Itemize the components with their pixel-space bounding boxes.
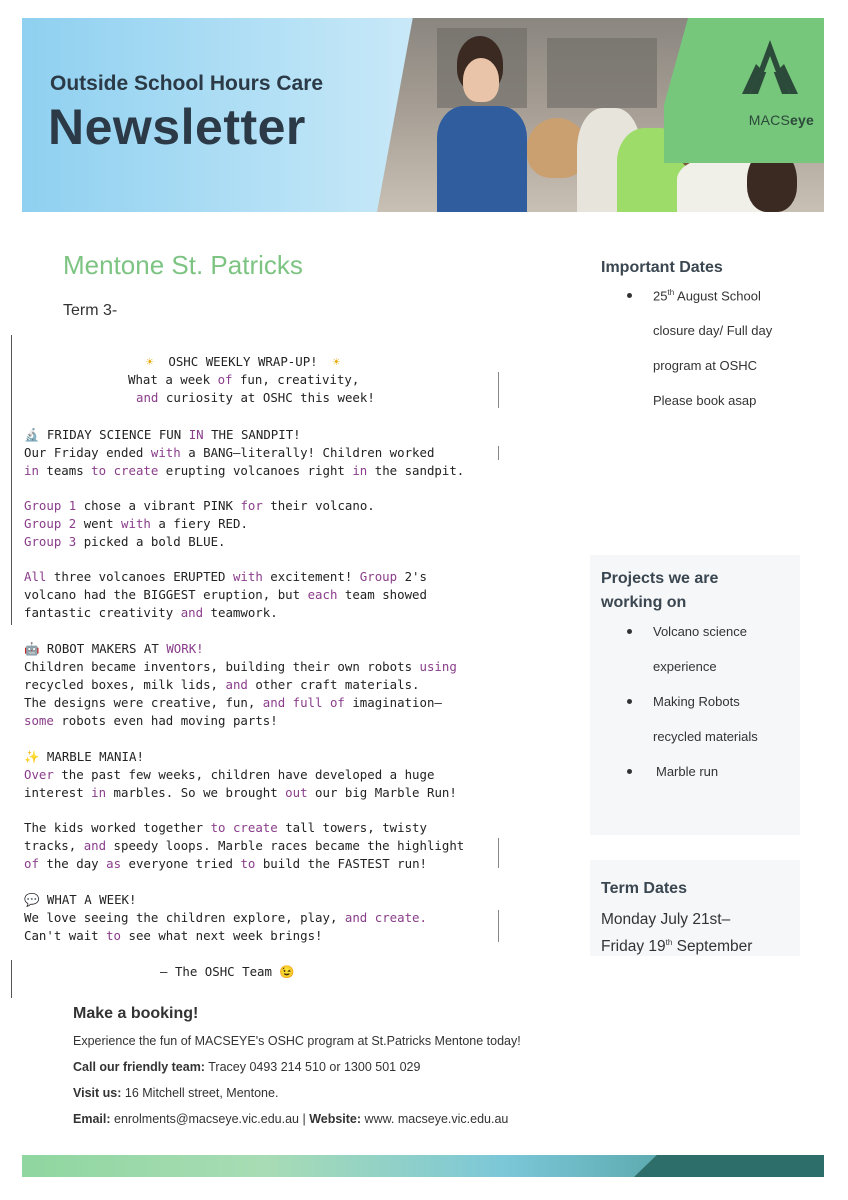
project-item: recycled materials — [653, 729, 758, 744]
booking-contact: Email: enrolments@macseye.vic.edu.au | Website: www. macseye.vic.edu.au — [73, 1112, 509, 1126]
booking-visit: Visit us: 16 Mitchell street, Mentone. — [73, 1086, 279, 1100]
wrap-up-title: ☀ OSHC WEEKLY WRAP-UP! ☀ — [146, 354, 341, 369]
microscope-icon: 🔬 — [24, 427, 40, 442]
project-item: Making Robots — [653, 694, 740, 709]
footer-band — [22, 1155, 824, 1177]
bullet — [627, 769, 632, 774]
eruption-text: All three volcanoes ERUPTED with excitement! Group 2's — [24, 569, 427, 584]
bullet — [627, 629, 632, 634]
marble-heading: ✨ MARBLE MANIA! — [24, 749, 144, 764]
marble-text: tracks, and speedy loops. Marble races became the highlight — [24, 838, 465, 853]
booking-call: Call our friendly team: Tracey 0493 214 510 or 1300 501 029 — [73, 1060, 421, 1074]
important-date-item: program at OSHC — [653, 358, 758, 373]
margin-line — [11, 335, 12, 625]
robots-text: Children became inventors, building their own robots using — [24, 659, 457, 674]
sun-icon: ☀ — [146, 354, 154, 369]
wink-emoji-icon: 😉 — [279, 964, 295, 979]
term-label: Term 3- — [63, 302, 118, 319]
science-text: Our Friday ended with a BANG—literally! Children worked — [24, 445, 435, 460]
header-title: Newsletter — [48, 99, 306, 155]
margin-line — [11, 960, 12, 998]
robots-heading: 🤖 ROBOT MAKERS AT WORK! — [24, 641, 204, 656]
week-heading: 💬 WHAT A WEEK! — [24, 892, 137, 907]
science-heading: 🔬 FRIDAY SCIENCE FUN IN THE SANDPIT! — [24, 427, 301, 442]
robots-text: some robots even had moving parts! — [24, 713, 278, 728]
margin-line — [498, 446, 499, 460]
newsletter-banner — [22, 18, 824, 212]
important-dates-heading: Important Dates — [601, 259, 723, 276]
booking-intro: Experience the fun of MACSEYE's OSHC program at St.Patricks Mentone today! — [73, 1034, 521, 1048]
group-line: Group 2 went with a fiery RED. — [24, 516, 248, 531]
projects-heading: Projects we are working on — [601, 570, 719, 611]
project-item: experience — [653, 659, 717, 674]
sparkle-icon: ✨ — [24, 749, 40, 764]
marble-text: The kids worked together to create tall towers, twisty — [24, 820, 427, 835]
school-name: Mentone St. Patricks — [63, 250, 303, 280]
week-text: We love seeing the children explore, play, and create. — [24, 910, 427, 925]
important-date-item: Please book asap — [653, 393, 757, 408]
marble-text: interest in marbles. So we brought out our big Marble Run! — [24, 785, 457, 800]
term-dates-heading: Term Dates — [601, 880, 687, 897]
signature: — The OSHC Team 😉 — [160, 964, 295, 979]
macseye-logo-icon — [738, 36, 802, 100]
term-dates-text: Monday July 21st– Friday 19th September — [601, 911, 753, 956]
eruption-text: volcano had the BIGGEST eruption, but each team showed — [24, 587, 427, 602]
email-link[interactable]: enrolments@macseye.vic.edu.au | — [110, 1112, 310, 1126]
sun-icon: ☀ — [332, 354, 341, 369]
project-item: Marble run — [656, 764, 719, 779]
margin-line — [498, 372, 499, 408]
important-date-item: closure day/ Full day — [653, 323, 773, 338]
robots-text: recycled boxes, milk lids, and other craft materials. — [24, 677, 420, 692]
wrap-up-line: What a week of fun, creativity, — [128, 372, 360, 387]
robot-icon: 🤖 — [24, 641, 40, 656]
project-item: Volcano science — [653, 624, 747, 639]
bullet — [627, 293, 632, 298]
booking-heading: Make a booking! — [73, 1005, 199, 1022]
important-date-item: 25th August School — [653, 288, 761, 304]
science-text: in teams to create erupting volcanoes right in the sandpit. — [24, 463, 465, 478]
website-link[interactable]: www. macseye.vic.edu.au — [361, 1112, 509, 1126]
margin-line — [498, 838, 499, 868]
robots-text: The designs were creative, fun, and full of imagination— — [24, 695, 442, 710]
speech-bubble-icon: 💬 — [24, 892, 40, 907]
logo-wordmark: MACSeye — [748, 112, 814, 128]
marble-text: Over the past few weeks, children have developed a huge — [24, 767, 435, 782]
header-subtitle: Outside School Hours Care — [50, 72, 324, 95]
group-line: Group 3 picked a bold BLUE. — [24, 534, 226, 549]
margin-line — [498, 910, 499, 942]
week-text: Can't wait to see what next week brings! — [24, 928, 323, 943]
eruption-text: fantastic creativity and teamwork. — [24, 605, 278, 620]
group-line: Group 1 chose a vibrant PINK for their volcano. — [24, 498, 375, 513]
footer-accent — [634, 1155, 824, 1177]
wrap-up-line: and curiosity at OSHC this week! — [136, 390, 375, 405]
bullet — [627, 699, 632, 704]
marble-text: of the day as everyone tried to build the FASTEST run! — [24, 856, 427, 871]
